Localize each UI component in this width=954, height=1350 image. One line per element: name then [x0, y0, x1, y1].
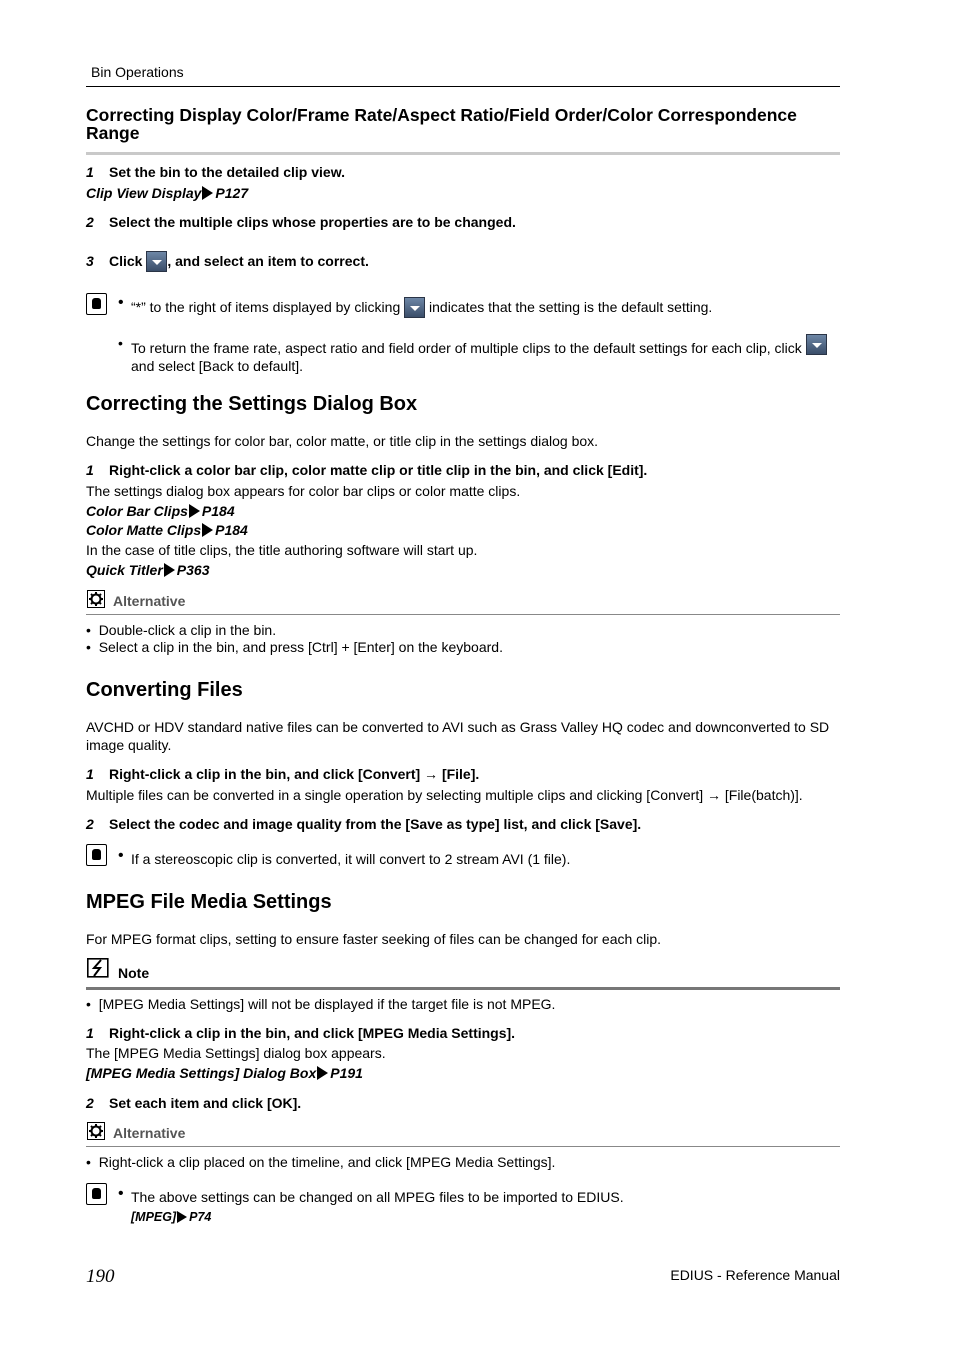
list-item: • Select a clip in the bin, and press [Ctrl] + [Enter] on the keyboard. — [86, 639, 503, 655]
section-title-settings-dialog: Correcting the Settings Dialog Box — [86, 393, 418, 415]
arrow-right-icon — [317, 1066, 328, 1080]
arrow-right-icon — [189, 504, 200, 518]
paragraph: Change the settings for color bar, color matte, or title clip in the settings dialog box. — [86, 433, 599, 449]
list-item: • [MPEG Media Settings] will not be displayed if the target file is not MPEG. — [86, 996, 556, 1012]
section-rule — [86, 152, 840, 155]
tip-bullet: • “*” to the right of items displayed by clicking indicates that the setting is the default setting. — [131, 297, 839, 318]
dropdown-button-icon — [146, 251, 167, 272]
cross-reference[interactable]: [MPEG] P74 — [131, 1210, 212, 1224]
header-rule — [86, 86, 840, 87]
dropdown-button-icon — [404, 297, 425, 318]
step-1: 1 Right-click a clip in the bin, and click [Convert] → [File]. — [86, 766, 480, 782]
gear-icon — [87, 590, 105, 608]
cross-reference[interactable]: [MPEG Media Settings] Dialog Box P191 — [86, 1065, 363, 1081]
paragraph: In the case of title clips, the title authoring software will start up. — [86, 542, 478, 558]
hand-icon — [86, 844, 107, 866]
alternative-rule — [86, 614, 840, 615]
list-item: • Right-click a clip placed on the timeline, and click [MPEG Media Settings]. — [86, 1154, 556, 1170]
step-3: 3 Click , and select an item to correct. — [86, 251, 369, 272]
step-1: 1 Right-click a color bar clip, color matte clip or title clip in the bin, and click [Edit]. — [86, 462, 648, 478]
note-rule — [86, 987, 840, 990]
paragraph: The settings dialog box appears for color bar clips or color matte clips. — [86, 483, 521, 499]
paragraph: For MPEG format clips, setting to ensure faster seeking of files can be changed for each clip. — [86, 931, 662, 947]
tip-bullet: • The above settings can be changed on all MPEG files to be imported to EDIUS. — [118, 1185, 624, 1205]
gear-icon — [87, 1122, 105, 1140]
hand-icon — [86, 293, 107, 315]
arrow-right-icon — [177, 1211, 187, 1223]
cross-reference[interactable]: Quick Titler P363 — [86, 562, 210, 578]
list-item: • Double-click a clip in the bin. — [86, 622, 277, 638]
tip-bullet: • To return the frame rate, aspect ratio and field order of multiple clips to the default settings for each clip, click and select [Back to default]. — [131, 334, 841, 375]
arrow-right-icon — [164, 563, 175, 577]
hand-icon — [86, 1183, 107, 1205]
alternative-rule — [86, 1146, 840, 1147]
section-title-display-color: Correcting Display Color/Frame Rate/Aspect Ratio/Field Order/Color Correspondence Range — [86, 105, 797, 143]
step-2: 2 Set each item and click [OK]. — [86, 1095, 302, 1111]
cross-reference[interactable]: Color Bar Clips P184 — [86, 503, 235, 519]
tip-bullet: • If a stereoscopic clip is converted, it will convert to 2 stream AVI (1 file). — [118, 847, 571, 867]
dropdown-button-icon — [806, 334, 827, 355]
paragraph: The [MPEG Media Settings] dialog box appears. — [86, 1045, 386, 1061]
step-1: 1 Set the bin to the detailed clip view. — [86, 164, 345, 180]
alternative-label: Alternative — [113, 1125, 186, 1141]
cross-reference[interactable]: Color Matte Clips P184 — [86, 522, 248, 538]
arrow-right-icon — [202, 523, 213, 537]
paragraph: Multiple files can be converted in a single operation by selecting multiple clips and clicking [Convert] → [File(batch)]. — [86, 787, 803, 803]
alternative-label: Alternative — [113, 593, 186, 609]
step-1: 1 Right-click a clip in the bin, and click [MPEG Media Settings]. — [86, 1025, 516, 1041]
arrow-right-icon — [202, 186, 213, 200]
paragraph: AVCHD or HDV standard native files can be converted to AVI such as Grass Valley HQ codec and downconverted to SD image quality. — [86, 719, 830, 753]
section-title-mpeg-settings: MPEG File Media Settings — [86, 891, 332, 913]
section-title-converting-files: Converting Files — [86, 679, 243, 701]
note-icon — [87, 958, 109, 978]
running-header: Bin Operations — [91, 64, 184, 80]
step-2: 2 Select the codec and image quality from the [Save as type] list, and click [Save]. — [86, 816, 642, 832]
manual-title: EDIUS - Reference Manual — [670, 1267, 840, 1283]
step-2: 2 Select the multiple clips whose properties are to be changed. — [86, 214, 516, 230]
page-number: 190 — [86, 1266, 115, 1287]
cross-reference[interactable]: Clip View Display P127 — [86, 185, 249, 201]
note-label: Note — [118, 965, 150, 981]
